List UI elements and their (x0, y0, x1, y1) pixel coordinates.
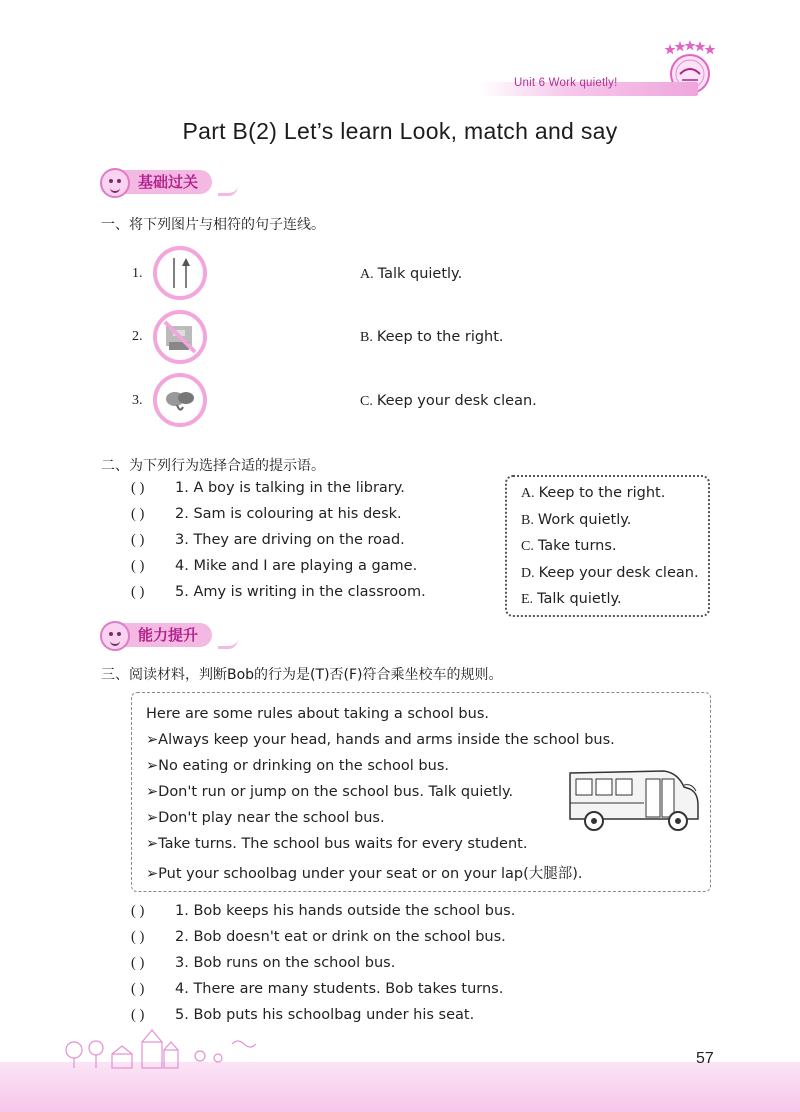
school-bus-icon (566, 765, 704, 835)
part1-item-number: 2. (132, 329, 143, 344)
part3-item: ( ) 4. There are many students. Bob takes turns. (131, 981, 504, 997)
part2-item: ( ) 3. They are driving on the road. (131, 532, 405, 548)
rule-line: ➢Don't run or jump on the school bus. Talk quietly. (146, 784, 514, 800)
part2-option: D. Keep your desk clean. (521, 564, 699, 581)
section-title-basic: 基础过关 (122, 170, 212, 194)
rule-line: ➢No eating or drinking on the school bus. (146, 758, 449, 774)
part1-heading: 一、将下列图片与相符的句子连线。 (101, 217, 325, 233)
unit-label: Unit 6 Work quietly! (514, 77, 618, 89)
part2-item: ( ) 1. A boy is talking in the library. (131, 480, 405, 496)
castle-decoration-icon (60, 1020, 260, 1070)
smiley-face-icon (100, 168, 130, 198)
section-badge-advanced (100, 621, 240, 651)
part2-heading: 二、为下列行为选择合适的提示语。 (101, 458, 325, 474)
part2-item: ( ) 4. Mike and I are playing a game. (131, 558, 418, 574)
rule-line: ➢Don't play near the school bus. (146, 810, 385, 826)
section-badge-basic (100, 168, 240, 198)
part2-option: B. Work quietly. (521, 511, 632, 528)
part1-item-number: 3. (132, 393, 143, 408)
quiet-talking-icon (153, 373, 207, 427)
smiley-face-icon (100, 621, 130, 651)
part1-option-c: C. Keep your desk clean. (360, 393, 537, 409)
part3-item: ( ) 3. Bob runs on the school bus. (131, 955, 396, 971)
unit-banner (478, 72, 718, 96)
page-title: Part B(2) Let’s learn Look, match and say (182, 118, 618, 144)
rules-intro: Here are some rules about taking a school bus. (146, 706, 489, 722)
part1-item-number: 1. (132, 266, 143, 281)
messy-desk-icon (153, 310, 207, 364)
part3-heading: 三、阅读材料，判断Bob的行为是(T)否(F)符合乘坐校车的规则。 (101, 667, 503, 683)
rule-line: ➢Put your schoolbag under your seat or on your lap(大腿部). (146, 866, 583, 882)
part2-option: E. Talk quietly. (521, 591, 622, 607)
part2-options-box (505, 475, 710, 617)
part1-option-b: B. Keep to the right. (360, 329, 504, 345)
part3-item: ( ) 2. Bob doesn't eat or drink on the school bus. (131, 929, 506, 945)
part2-option: C. Take turns. (521, 538, 617, 554)
part2-item: ( ) 2. Sam is colouring at his desk. (131, 506, 402, 522)
part2-item: ( ) 5. Amy is writing in the classroom. (131, 584, 426, 600)
part2-option: A. Keep to the right. (521, 485, 666, 501)
part3-item: ( ) 1. Bob keeps his hands outside the school bus. (131, 903, 516, 919)
section-title-advanced: 能力提升 (122, 623, 212, 647)
part1-option-a: A. Talk quietly. (360, 266, 463, 282)
rule-line: ➢Take turns. The school bus waits for every student. (146, 836, 528, 852)
keep-right-arrows-icon (153, 246, 207, 300)
part3-item: ( ) 5. Bob puts his schoolbag under his seat. (131, 1007, 475, 1023)
rules-box (131, 692, 711, 892)
rule-line: ➢Always keep your head, hands and arms inside the school bus. (146, 732, 615, 748)
page-number: 57 (696, 1050, 714, 1067)
